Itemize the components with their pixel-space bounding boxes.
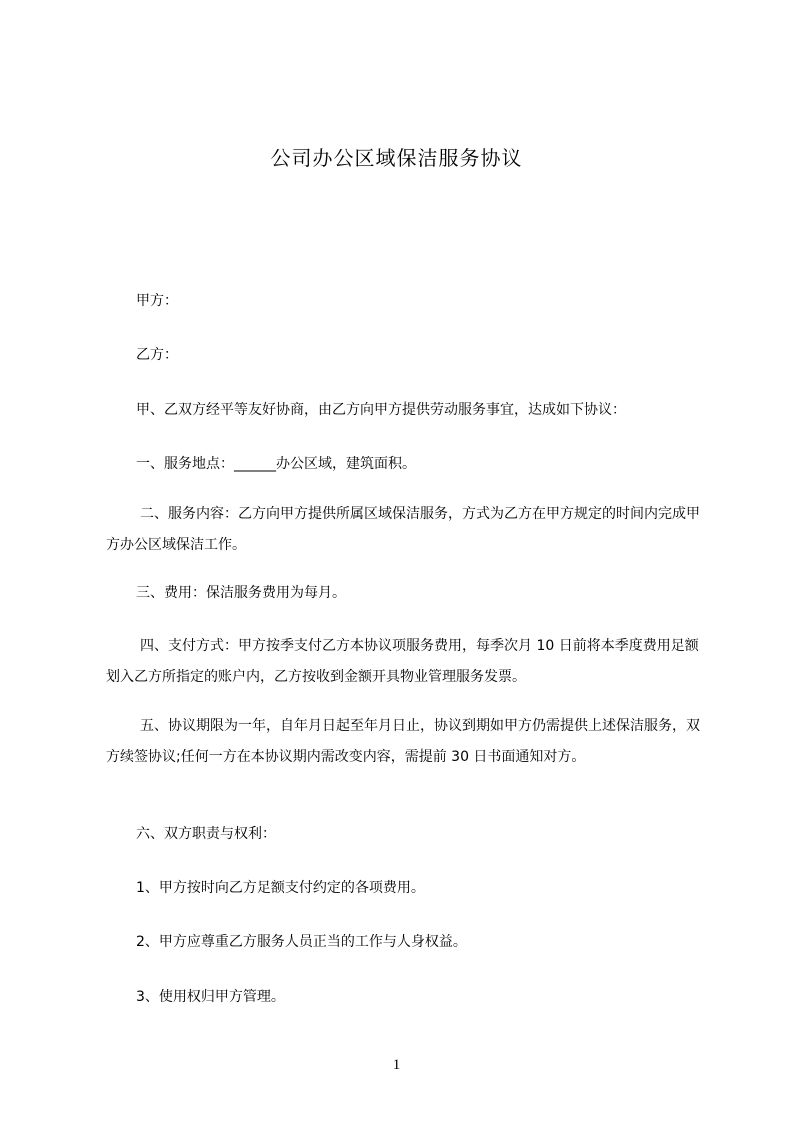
document-title: 公司办公区域保洁服务协议	[270, 146, 523, 170]
party-a-line: 甲方：	[136, 293, 178, 309]
duty-item-1: 1、甲方按时向乙方足额支付约定的各项费用。	[136, 880, 425, 896]
clause-payment-method: 四、支付方式：甲方按季支付乙方本协议项服务费用，每季次月 10 日前将本季度费用足额划入乙方所指定的账户内，乙方按收到金额开具物业管理服务发票。	[106, 638, 699, 685]
duty-item-3: 3、使用权归甲方管理。	[136, 989, 285, 1005]
page-number: 1	[392, 1057, 401, 1073]
clause-service-location: 一、服务地点：______办公区域，建筑面积。	[136, 456, 416, 472]
duty-item-2: 2、甲方应尊重乙方服务人员正当的工作与人身权益。	[136, 934, 467, 950]
clause-duties-heading: 六、双方职责与权利：	[136, 826, 276, 842]
clause-agreement-term: 五、协议期限为一年，自年月日起至年月日止，协议到期如甲方仍需提供上述保洁服务，双方续签协议;任何一方在本协议期内需改变内容，需提前 30 日书面通知对方。	[106, 718, 700, 765]
clause-service-content: 二、服务内容：乙方向甲方提供所属区域保洁服务，方式为乙方在甲方规定的时间内完成甲方办公区域保洁工作。	[106, 506, 700, 553]
preamble-paragraph: 甲、乙双方经平等友好协商，由乙方向甲方提供劳动服务事宜，达成如下协议：	[136, 402, 626, 418]
party-b-line: 乙方：	[136, 347, 178, 363]
clause-fees: 三、费用：保洁服务费用为每月。	[136, 585, 346, 601]
